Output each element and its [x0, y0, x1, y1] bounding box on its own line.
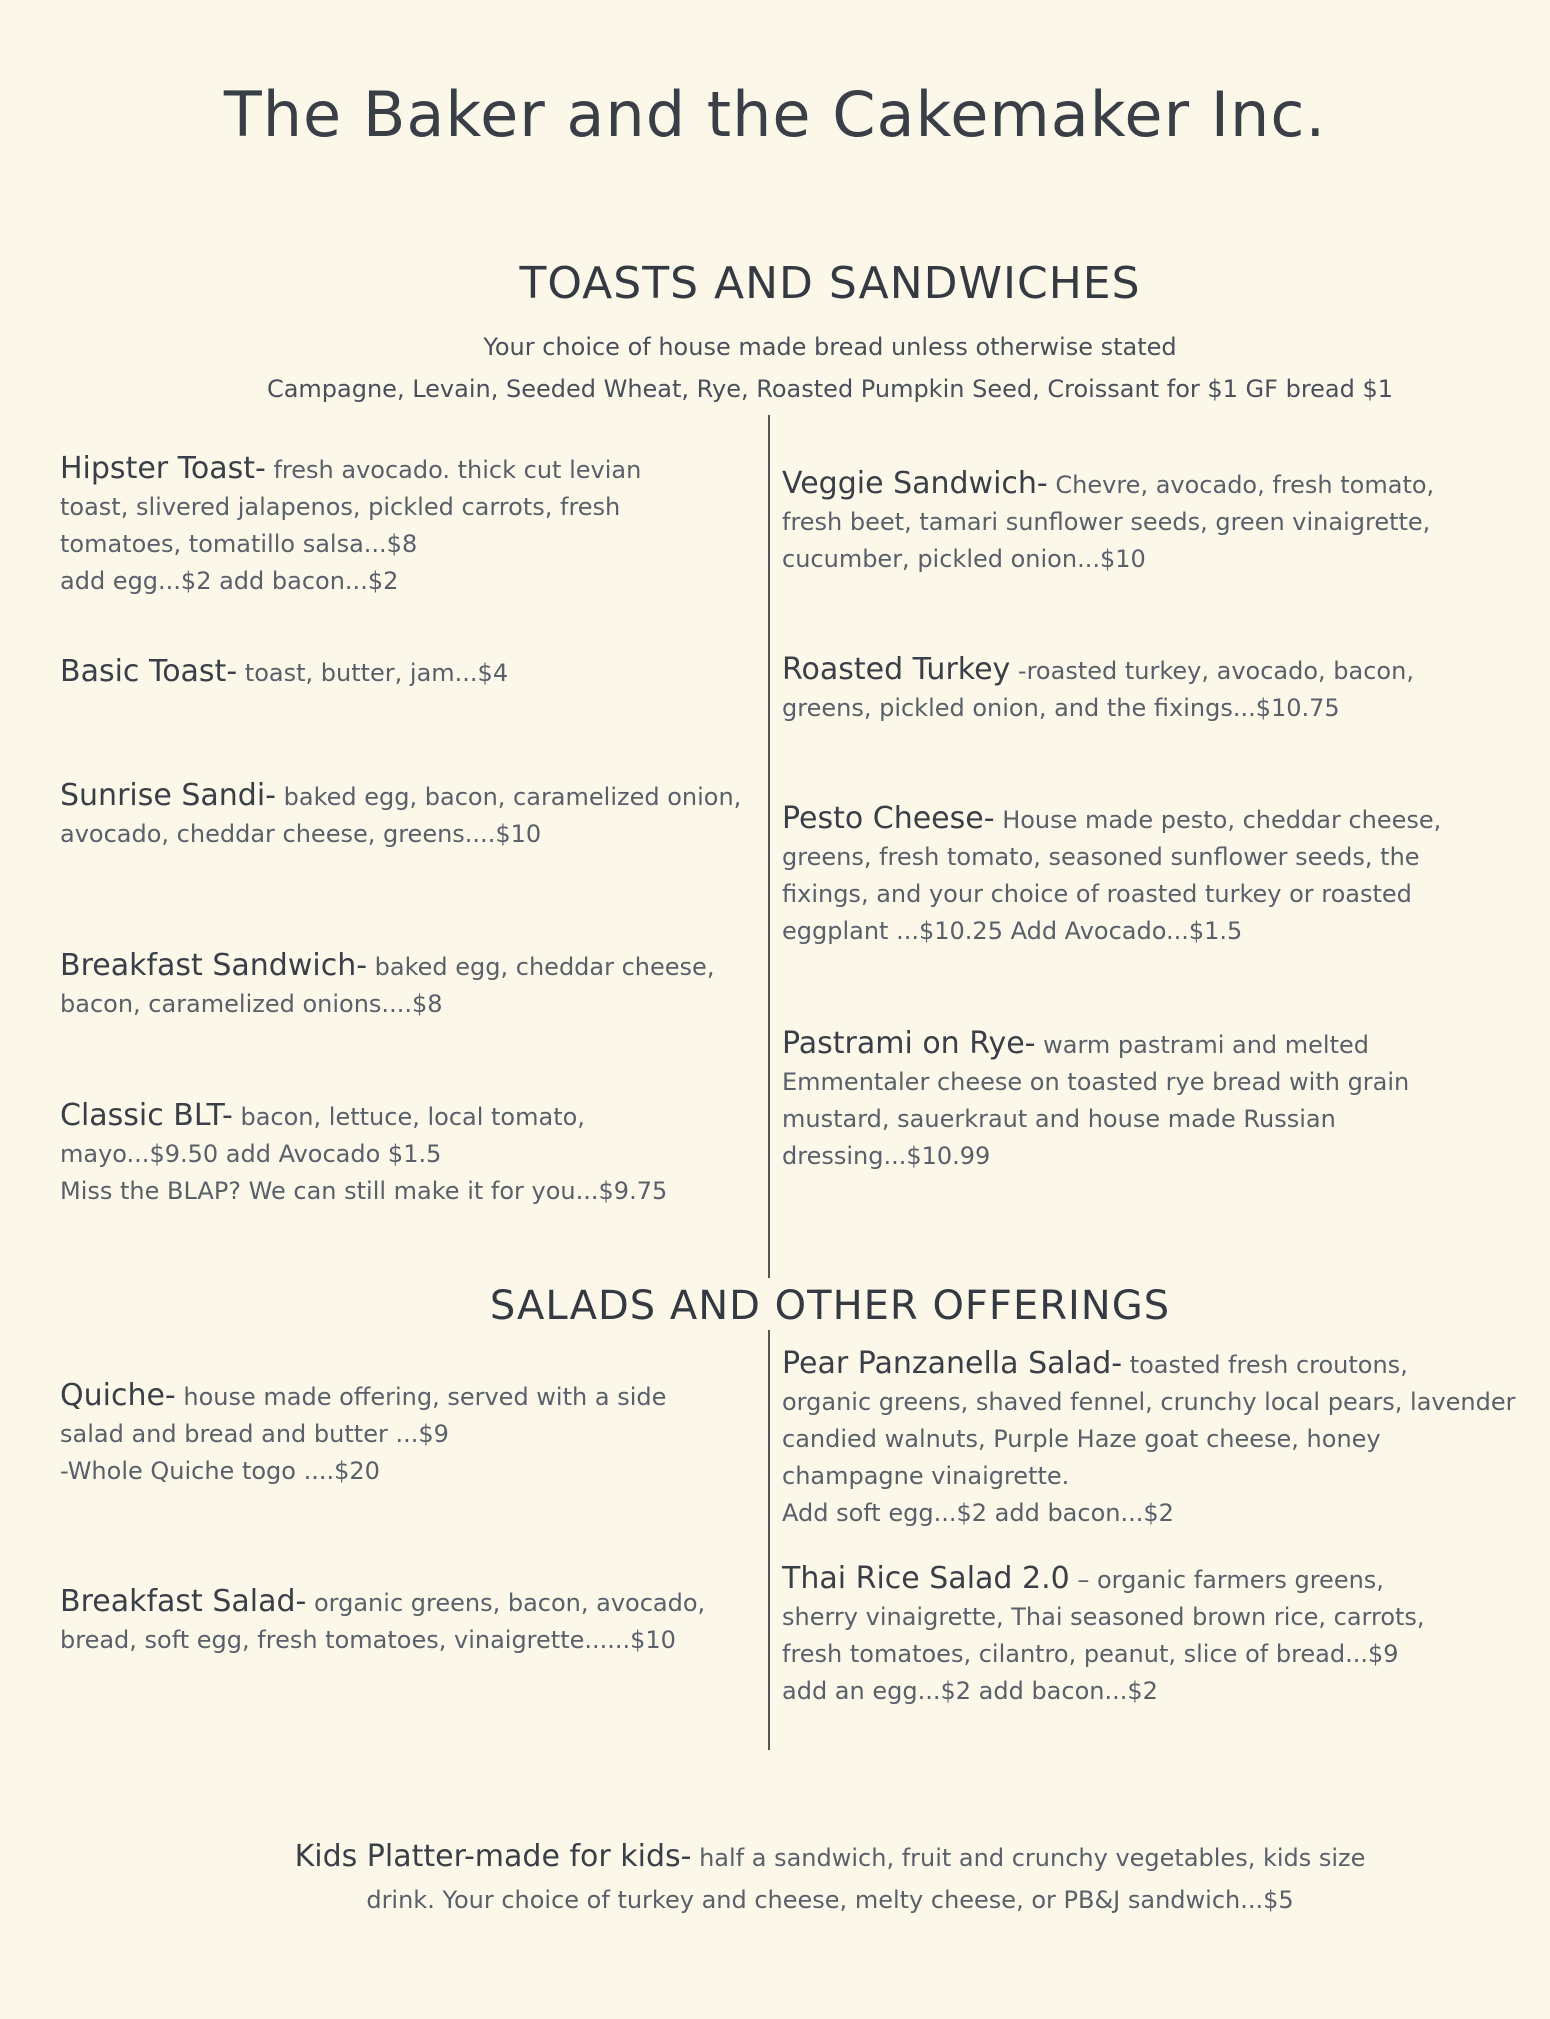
column-divider [768, 415, 770, 1278]
menu-item-line [60, 1416, 666, 1453]
menu-item-line [60, 450, 641, 489]
menu-item [60, 1097, 667, 1210]
menu-item-line [60, 1377, 666, 1416]
menu-item-description: toast, butter, jam...$4 [237, 659, 509, 687]
menu-item-description: warm pastrami and melted [1035, 1031, 1370, 1059]
menu-item [782, 651, 1414, 727]
menu-item-description: cucumber, pickled onion...$10 [782, 545, 1146, 573]
menu-item-description: champagne vinaigrette. [782, 1462, 1070, 1490]
menu-item-name: Breakfast Salad- [60, 1584, 307, 1619]
menu-item-description: half a sandwich, fruit and crunchy vegetables, kids size [691, 1844, 1366, 1872]
menu-item-name: Quiche- [60, 1378, 176, 1413]
menu-item [60, 777, 741, 853]
menu-item-description: avocado, cheddar cheese, greens....$10 [60, 820, 542, 848]
menu-item-line [782, 1673, 1425, 1710]
menu-item-name: Thai Rice Salad 2.0 [782, 1561, 1070, 1596]
menu-item-line [782, 800, 1441, 839]
menu-item-description: candied walnuts, Purple Haze goat cheese, honey [782, 1425, 1381, 1453]
menu-item-name: Classic BLT- [60, 1098, 233, 1133]
menu-item-line [60, 563, 641, 600]
menu-item-description: toast, slivered jalapenos, pickled carrots, fresh [60, 493, 621, 521]
menu-item-description: Add soft egg...$2 add bacon...$2 [782, 1499, 1174, 1527]
menu-item-line [782, 1138, 1409, 1175]
menu-item-line [60, 816, 741, 853]
menu-item-description: fresh beet, tamari sunflower seeds, green vinaigrette, [782, 508, 1431, 536]
menu-item-description: bacon, caramelized onions....$8 [60, 990, 443, 1018]
menu-item-description: baked egg, bacon, caramelized onion, [276, 783, 742, 811]
menu-item-line [60, 526, 641, 563]
menu-item [782, 1345, 1515, 1532]
menu-item-line [60, 986, 714, 1023]
menu-item-line [60, 1097, 667, 1136]
menu-item-line [782, 1025, 1409, 1064]
menu-item-description: eggplant ...$10.25 Add Avocado...$1.5 [782, 917, 1243, 945]
menu-item-name: Sunrise Sandi- [60, 778, 277, 813]
restaurant-title: The Baker and the Cakemaker Inc. [223, 78, 1327, 151]
menu-item-description: dressing...$10.99 [782, 1142, 991, 1170]
menu-item-description: bread, soft egg, fresh tomatoes, vinaigrette......$10 [60, 1626, 676, 1654]
menu-item-name: Breakfast Sandwich- [60, 948, 368, 983]
menu-item-line [782, 1458, 1515, 1495]
menu-item [782, 1025, 1409, 1175]
menu-item-line [60, 1622, 705, 1659]
menu-item-description: drink. Your choice of turkey and cheese, melty cheese, or PB&J sandwich...$5 [366, 1886, 1294, 1914]
menu-item-description: -Whole Quiche togo ....$20 [60, 1457, 380, 1485]
bread-options: Campagne, Levain, Seeded Wheat, Rye, Roasted Pumpkin Seed, Croissant for $1 GF bread $1 [266, 375, 1394, 403]
menu-item-line [782, 1421, 1515, 1458]
toasts-heading: TOASTS AND SANDWICHES [519, 258, 1141, 309]
menu-item [782, 1560, 1425, 1710]
menu-item-name: Kids Platter-made for kids- [294, 1839, 692, 1874]
menu-item-line [60, 1583, 705, 1622]
menu-item-line [60, 1453, 666, 1490]
menu-item-line [60, 947, 714, 986]
menu-item-line [60, 1136, 667, 1173]
menu-item-description: Miss the BLAP? We can still make it for you...$9.75 [60, 1177, 668, 1205]
menu-item-description: house made offering, served with a side [175, 1383, 667, 1411]
menu-item-line [782, 913, 1441, 950]
menu-item-description: organic greens, bacon, avocado, [306, 1589, 706, 1617]
menu-item-line [782, 1345, 1515, 1384]
menu-item-line [782, 839, 1441, 876]
menu-item-description: Chevre, avocado, fresh tomato, [1047, 471, 1435, 499]
menu-item-description: baked egg, cheddar cheese, [367, 953, 715, 981]
menu-item-name: Pastrami on Rye- [782, 1026, 1036, 1061]
menu-item-description: tomatoes, tomatillo salsa...$8 [60, 530, 418, 558]
menu-item-description: -roasted turkey, avocado, bacon, [1010, 657, 1414, 685]
menu-item-line [782, 690, 1414, 727]
menu-item-line [782, 1636, 1425, 1673]
menu-item-line [782, 1384, 1515, 1421]
menu-item-description: salad and bread and butter ...$9 [60, 1420, 449, 1448]
column-divider [768, 1330, 770, 1750]
menu-item-line [782, 1599, 1425, 1636]
menu-item-description: House made pesto, cheddar cheese, [994, 806, 1442, 834]
menu-item-description: greens, fresh tomato, seasoned sunflower seeds, the [782, 843, 1420, 871]
menu-item [60, 653, 508, 692]
menu-item-description: fresh tomatoes, cilantro, peanut, slice of bread...$9 [782, 1640, 1399, 1668]
menu-item-name: Roasted Turkey [782, 652, 1011, 687]
menu-item-description: mayo...$9.50 add Avocado $1.5 [60, 1140, 442, 1168]
menu-item-line [782, 504, 1434, 541]
salads-heading: SALADS AND OTHER OFFERINGS [489, 1283, 1171, 1329]
menu-item-description: fixings, and your choice of roasted turkey or roasted [782, 880, 1412, 908]
menu-item-description: sherry vinaigrette, Thai seasoned brown rice, carrots, [782, 1603, 1425, 1631]
menu-item-description: – organic farmers greens, [1069, 1566, 1384, 1594]
menu-item-name: Hipster Toast- [60, 451, 266, 486]
menu-item-description: toasted fresh croutons, [1122, 1351, 1408, 1379]
menu-item [782, 465, 1434, 578]
menu-item-description: greens, pickled onion, and the fixings...$10.75 [782, 694, 1340, 722]
menu-item [60, 947, 714, 1023]
menu-item-name: Pesto Cheese- [782, 801, 995, 836]
menu-item-description: add an egg...$2 add bacon...$2 [782, 1677, 1158, 1705]
menu-item-line [782, 876, 1441, 913]
menu-item-line [782, 541, 1434, 578]
menu-item-line [782, 1560, 1425, 1599]
menu-item-description: organic greens, shaved fennel, crunchy local pears, lavender [782, 1388, 1516, 1416]
menu-item-line [782, 651, 1414, 690]
menu-item-description: mustard, sauerkraut and house made Russian [782, 1105, 1336, 1133]
menu-item [782, 800, 1441, 950]
menu-item-line [782, 465, 1434, 504]
kids-platter [0, 1836, 1550, 1921]
menu-item-description: bacon, lettuce, local tomato, [232, 1103, 585, 1131]
menu-item [60, 1377, 666, 1490]
bread-note: Your choice of house made bread unless otherwise stated [483, 333, 1177, 361]
menu-item-line [60, 1173, 667, 1210]
menu-item-line [60, 653, 508, 692]
menu-item-line [60, 777, 741, 816]
menu-item-line [782, 1064, 1409, 1101]
menu-item-line [60, 489, 641, 526]
menu-item [60, 1583, 705, 1659]
menu-item-line [782, 1101, 1409, 1138]
menu-item-name: Basic Toast- [60, 654, 238, 689]
menu-item-description: add egg...$2 add bacon...$2 [60, 567, 399, 595]
menu-item-line [782, 1495, 1515, 1532]
menu-item-description: Emmentaler cheese on toasted rye bread with grain [782, 1068, 1410, 1096]
menu-item-name: Pear Panzanella Salad- [782, 1346, 1123, 1381]
menu-item [60, 450, 641, 600]
menu-item-name: Veggie Sandwich- [782, 466, 1048, 501]
menu-item-description: fresh avocado. thick cut levian [265, 456, 642, 484]
